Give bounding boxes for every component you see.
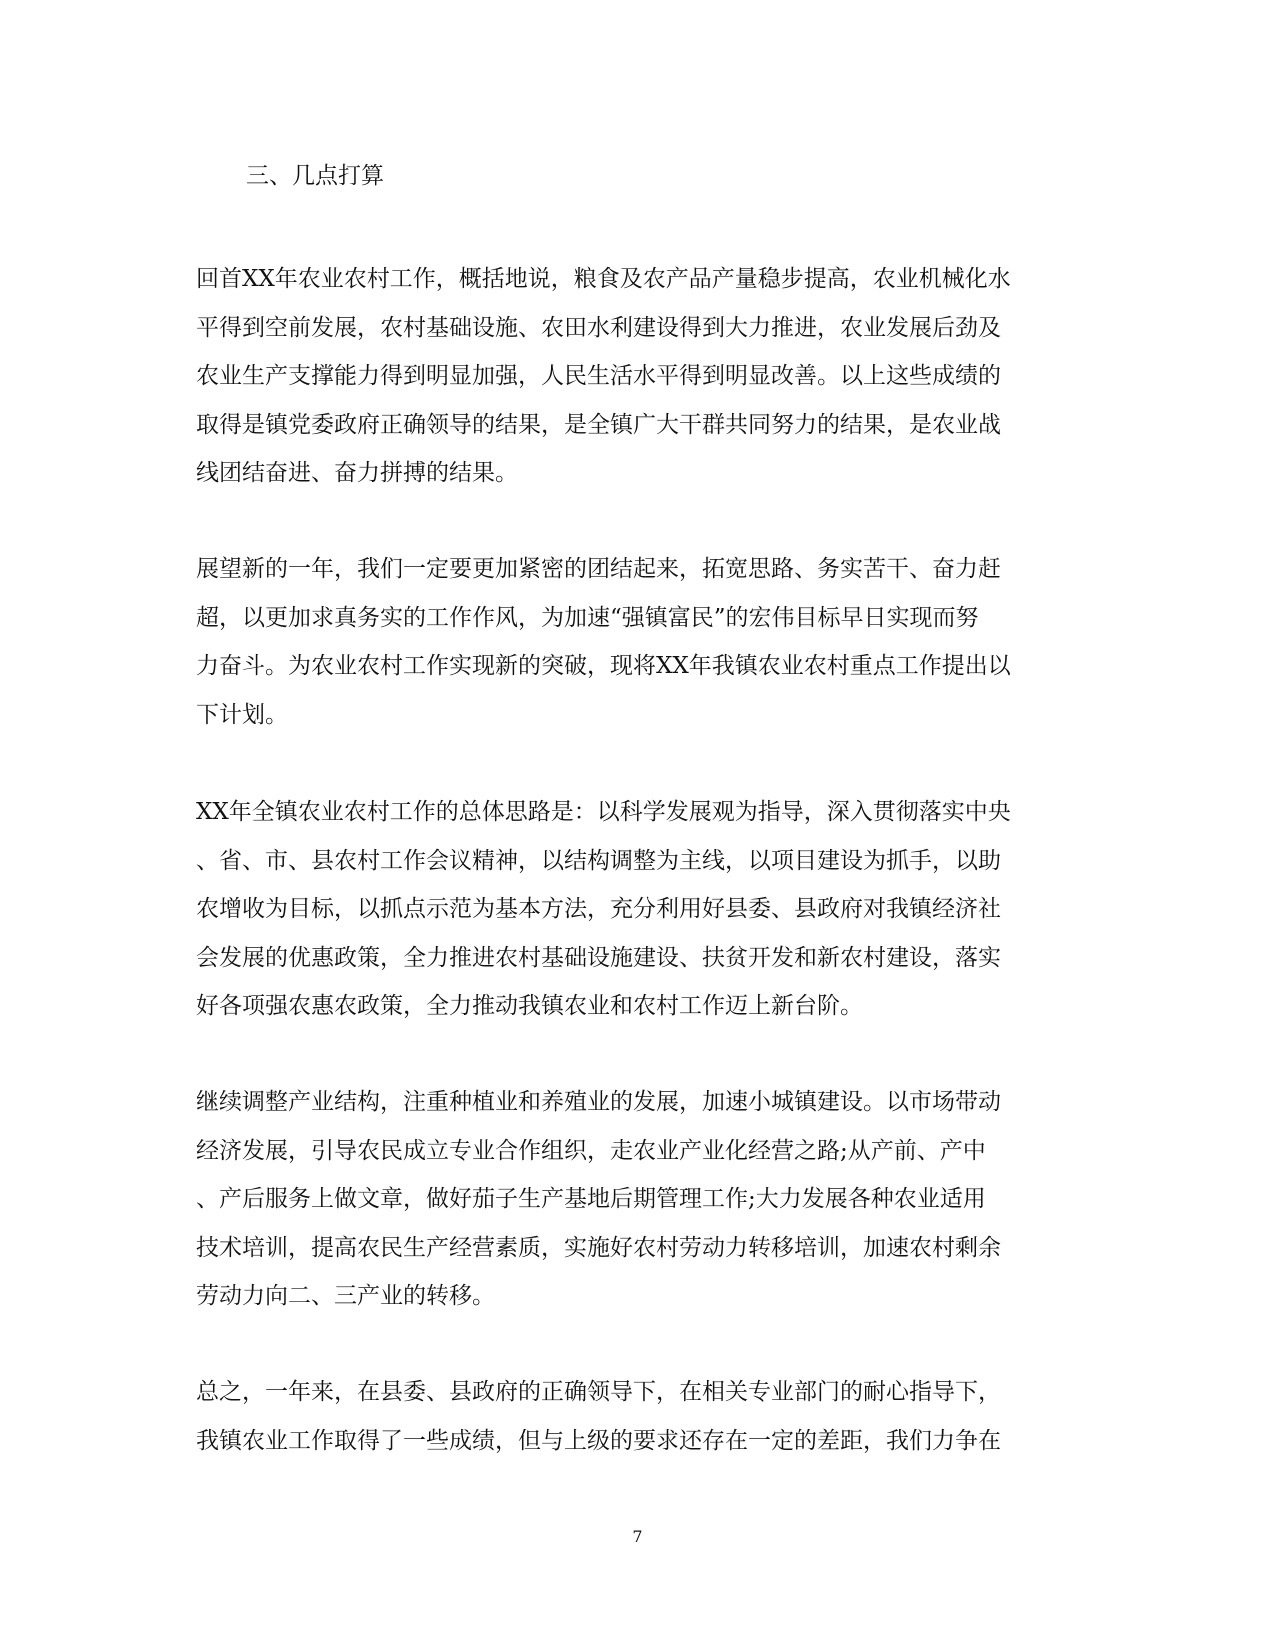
- text-line: 总之，一年来，在县委、县政府的正确领导下，在相关专业部门的耐心指导下，: [196, 1379, 1001, 1405]
- text-line: 展望新的一年，我们一定要更加紧密的团结起来，拓宽思路、务实苦干、奋力赶: [196, 556, 1001, 582]
- text-line: 会发展的优惠政策，全力推进农村基础设施建设、扶贫开发和新农村建设，落实: [196, 944, 1001, 971]
- paragraph-overall-approach: [196, 788, 1076, 1031]
- text-line: 超，以更加求真务实的工作作风，为加速“强镇富民”的宏伟目标早日实现而努: [196, 604, 979, 631]
- text-line: 平得到空前发展，农村基础设施、农田水利建设得到大力推进，农业发展后劲及: [196, 314, 1001, 341]
- paragraph-outlook: [196, 545, 1076, 739]
- text-line: 线团结奋进、奋力拼搏的结果。: [196, 460, 518, 486]
- text-line: 经济发展，引导农民成立专业合作组织，走农业产业化经营之路;从产前、产中: [196, 1137, 986, 1164]
- page-number: 7: [632, 1527, 643, 1546]
- text-line: 、省、市、县农村工作会议精神，以结构调整为主线，以项目建设为抓手，以助: [196, 847, 1001, 874]
- paragraph-review: [196, 255, 1076, 498]
- text-line: 力奋斗。为农业农村工作实现新的突破，现将XX年我镇农业农村重点工作提出以: [196, 653, 1011, 679]
- text-line: 下计划。: [196, 701, 288, 728]
- text-line: 劳动力向二、三产业的转移。: [196, 1283, 495, 1309]
- paragraph-industry-structure: [196, 1078, 1076, 1321]
- text-line: 回首XX年农业农村工作，概括地说，粮食及农产品产量稳步提高，农业机械化水: [196, 266, 1011, 292]
- paragraph-summary: [196, 1368, 1076, 1465]
- text-line: 好各项强农惠农政策，全力推动我镇农业和农村工作迈上新台阶。: [196, 993, 863, 1019]
- section-heading: 三、几点打算: [246, 163, 384, 189]
- text-line: 农业生产支撑能力得到明显加强，人民生活水平得到明显改善。以上这些成绩的: [196, 363, 1001, 389]
- text-line: 继续调整产业结构，注重种植业和养殖业的发展，加速小城镇建设。以市场带动: [196, 1089, 1001, 1115]
- text-line: XX年全镇农业农村工作的总体思路是：以科学发展观为指导，深入贯彻落实中央: [196, 799, 1011, 825]
- text-line: 我镇农业工作取得了一些成绩，但与上级的要求还存在一定的差距，我们力争在: [196, 1427, 1001, 1454]
- text-line: 技术培训，提高农民生产经营素质，实施好农村劳动力转移培训，加速农村剩余: [196, 1234, 1001, 1261]
- text-line: 取得是镇党委政府正确领导的结果，是全镇广大干群共同努力的结果，是农业战: [196, 411, 1001, 438]
- text-line: 、产后服务上做文章，做好茄子生产基地后期管理工作;大力发展各种农业适用: [196, 1186, 986, 1212]
- text-line: 农增收为目标，以抓点示范为基本方法，充分利用好县委、县政府对我镇经济社: [196, 896, 1001, 922]
